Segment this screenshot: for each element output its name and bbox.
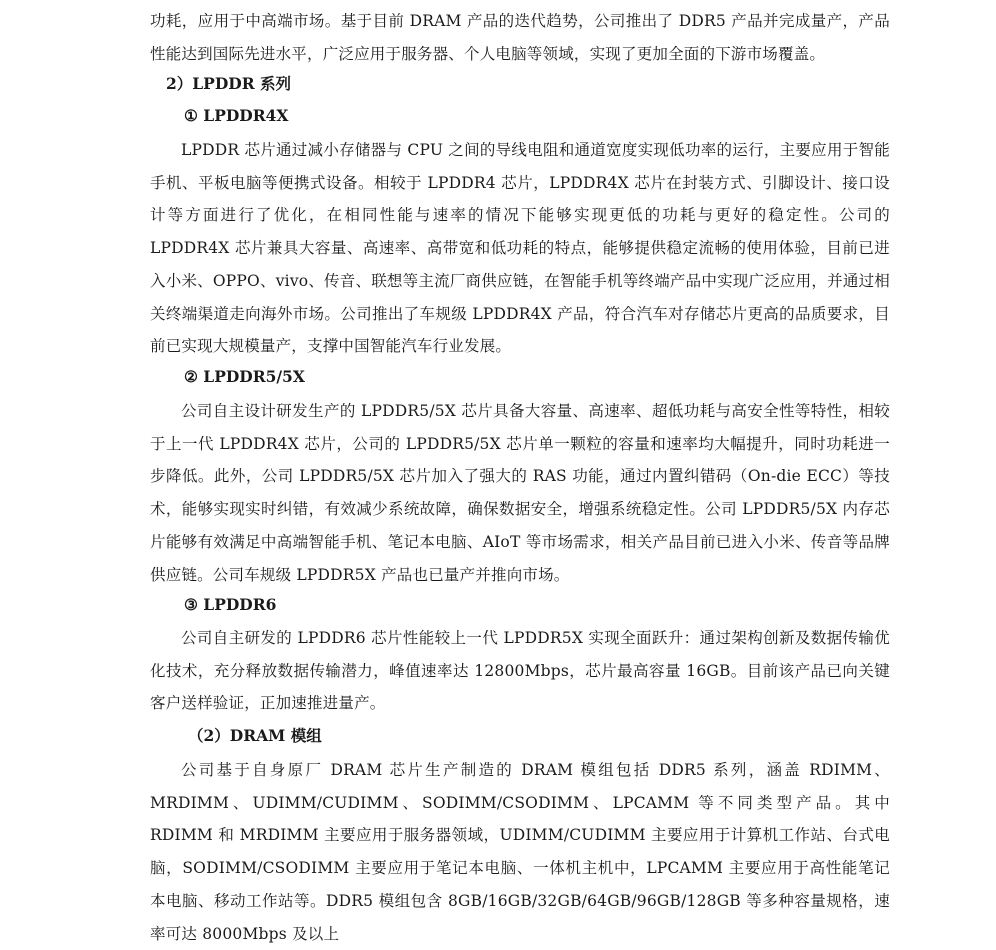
subheading-lpddr5: ② LPDDR5/5X [184, 367, 305, 386]
section-heading-lpddr: 2）LPDDR 系列 [166, 74, 291, 93]
subheading-lpddr4x: ① LPDDR4X [184, 106, 289, 125]
paragraph-dram-module: 公司基于自身原厂 DRAM 芯片生产制造的 DRAM 模组包括 DDR5 系列，涵盖 RDIMM、MRDIMM、UDIMM/CUDIMM、SODIMM/CSODIMM、LPCAMM 等不同类型产品。其中 RDIMM 和 MRDIMM 主要应用于服务器领域，UDIMM/CUDIMM 主要应用于计算机工作站、台式电脑，SODIMM/CSODIMM 主要应用于笔记本电脑、一体机主机中，LPCAMM 主要应用于高性能笔记本电脑、移动工作站等。DDR5 模组包含 8GB/16GB/32GB/64GB/96GB/128GB 等多种容量规格，速率可达 8000Mbps 及以上 [150, 761, 890, 943]
document-page [150, 0, 890, 943]
paragraph-lpddr5: 公司自主设计研发生产的 LPDDR5/5X 芯片具备大容量、高速率、超低功耗与高安全性等特性，相较于上一代 LPDDR4X 芯片，公司的 LPDDR5/5X 芯片单一颗粒的容量和速率均大幅提升，同时功耗进一步降低。此外，公司 LPDDR5/5X 芯片加入了强大的 RAS 功能，通过内置纠错码（On-die ECC）等技术，能够实现实时纠错，有效减少系统故障，确保数据安全，增强系统稳定性。公司 LPDDR5/5X 内存芯片能够有效满足中高端智能手机、笔记本电脑、AIoT 等市场需求，相关产品目前已进入小米、传音等品牌供应链。公司车规级 LPDDR5X 产品也已量产并推向市场。 [150, 402, 890, 584]
subheading-lpddr6: ③ LPDDR6 [184, 595, 277, 614]
intro-paragraph: 功耗，应用于中高端市场。基于目前 DRAM 产品的迭代趋势，公司推出了 DDR5 产品并完成量产，产品性能达到国际先进水平，广泛应用于服务器、个人电脑等领域，实现了更加全面的下游市场覆盖。 [150, 12, 890, 63]
paragraph-lpddr6: 公司自主研发的 LPDDR6 芯片性能较上一代 LPDDR5X 实现全面跃升：通过架构创新及数据传输优化技术，充分释放数据传输潜力，峰值速率达 12800Mbps，芯片最高容量 16GB。目前该产品已向关键客户送样验证，正加速推进量产。 [150, 629, 890, 713]
paragraph-lpddr4x: LPDDR 芯片通过减小存储器与 CPU 之间的导线电阻和通道宽度实现低功率的运行，主要应用于智能手机、平板电脑等便携式设备。相较于 LPDDR4 芯片，LPDDR4X 芯片在封装方式、引脚设计、接口设计等方面进行了优化，在相同性能与速率的情况下能够实现更低的功耗与更好的稳定性。公司的 LPDDR4X 芯片兼具大容量、高速率、高带宽和低功耗的特点，能够提供稳定流畅的使用体验，目前已进入小米、OPPO、vivo、传音、联想等主流厂商供应链，在智能手机等终端产品中实现广泛应用，并通过相关终端渠道走向海外市场。公司推出了车规级 LPDDR4X 产品，符合汽车对存储芯片更高的品质要求，目前已实现大规模量产，支撑中国智能汽车行业发展。 [150, 141, 890, 356]
section-heading-dram-module: （2）DRAM 模组 [188, 726, 322, 745]
